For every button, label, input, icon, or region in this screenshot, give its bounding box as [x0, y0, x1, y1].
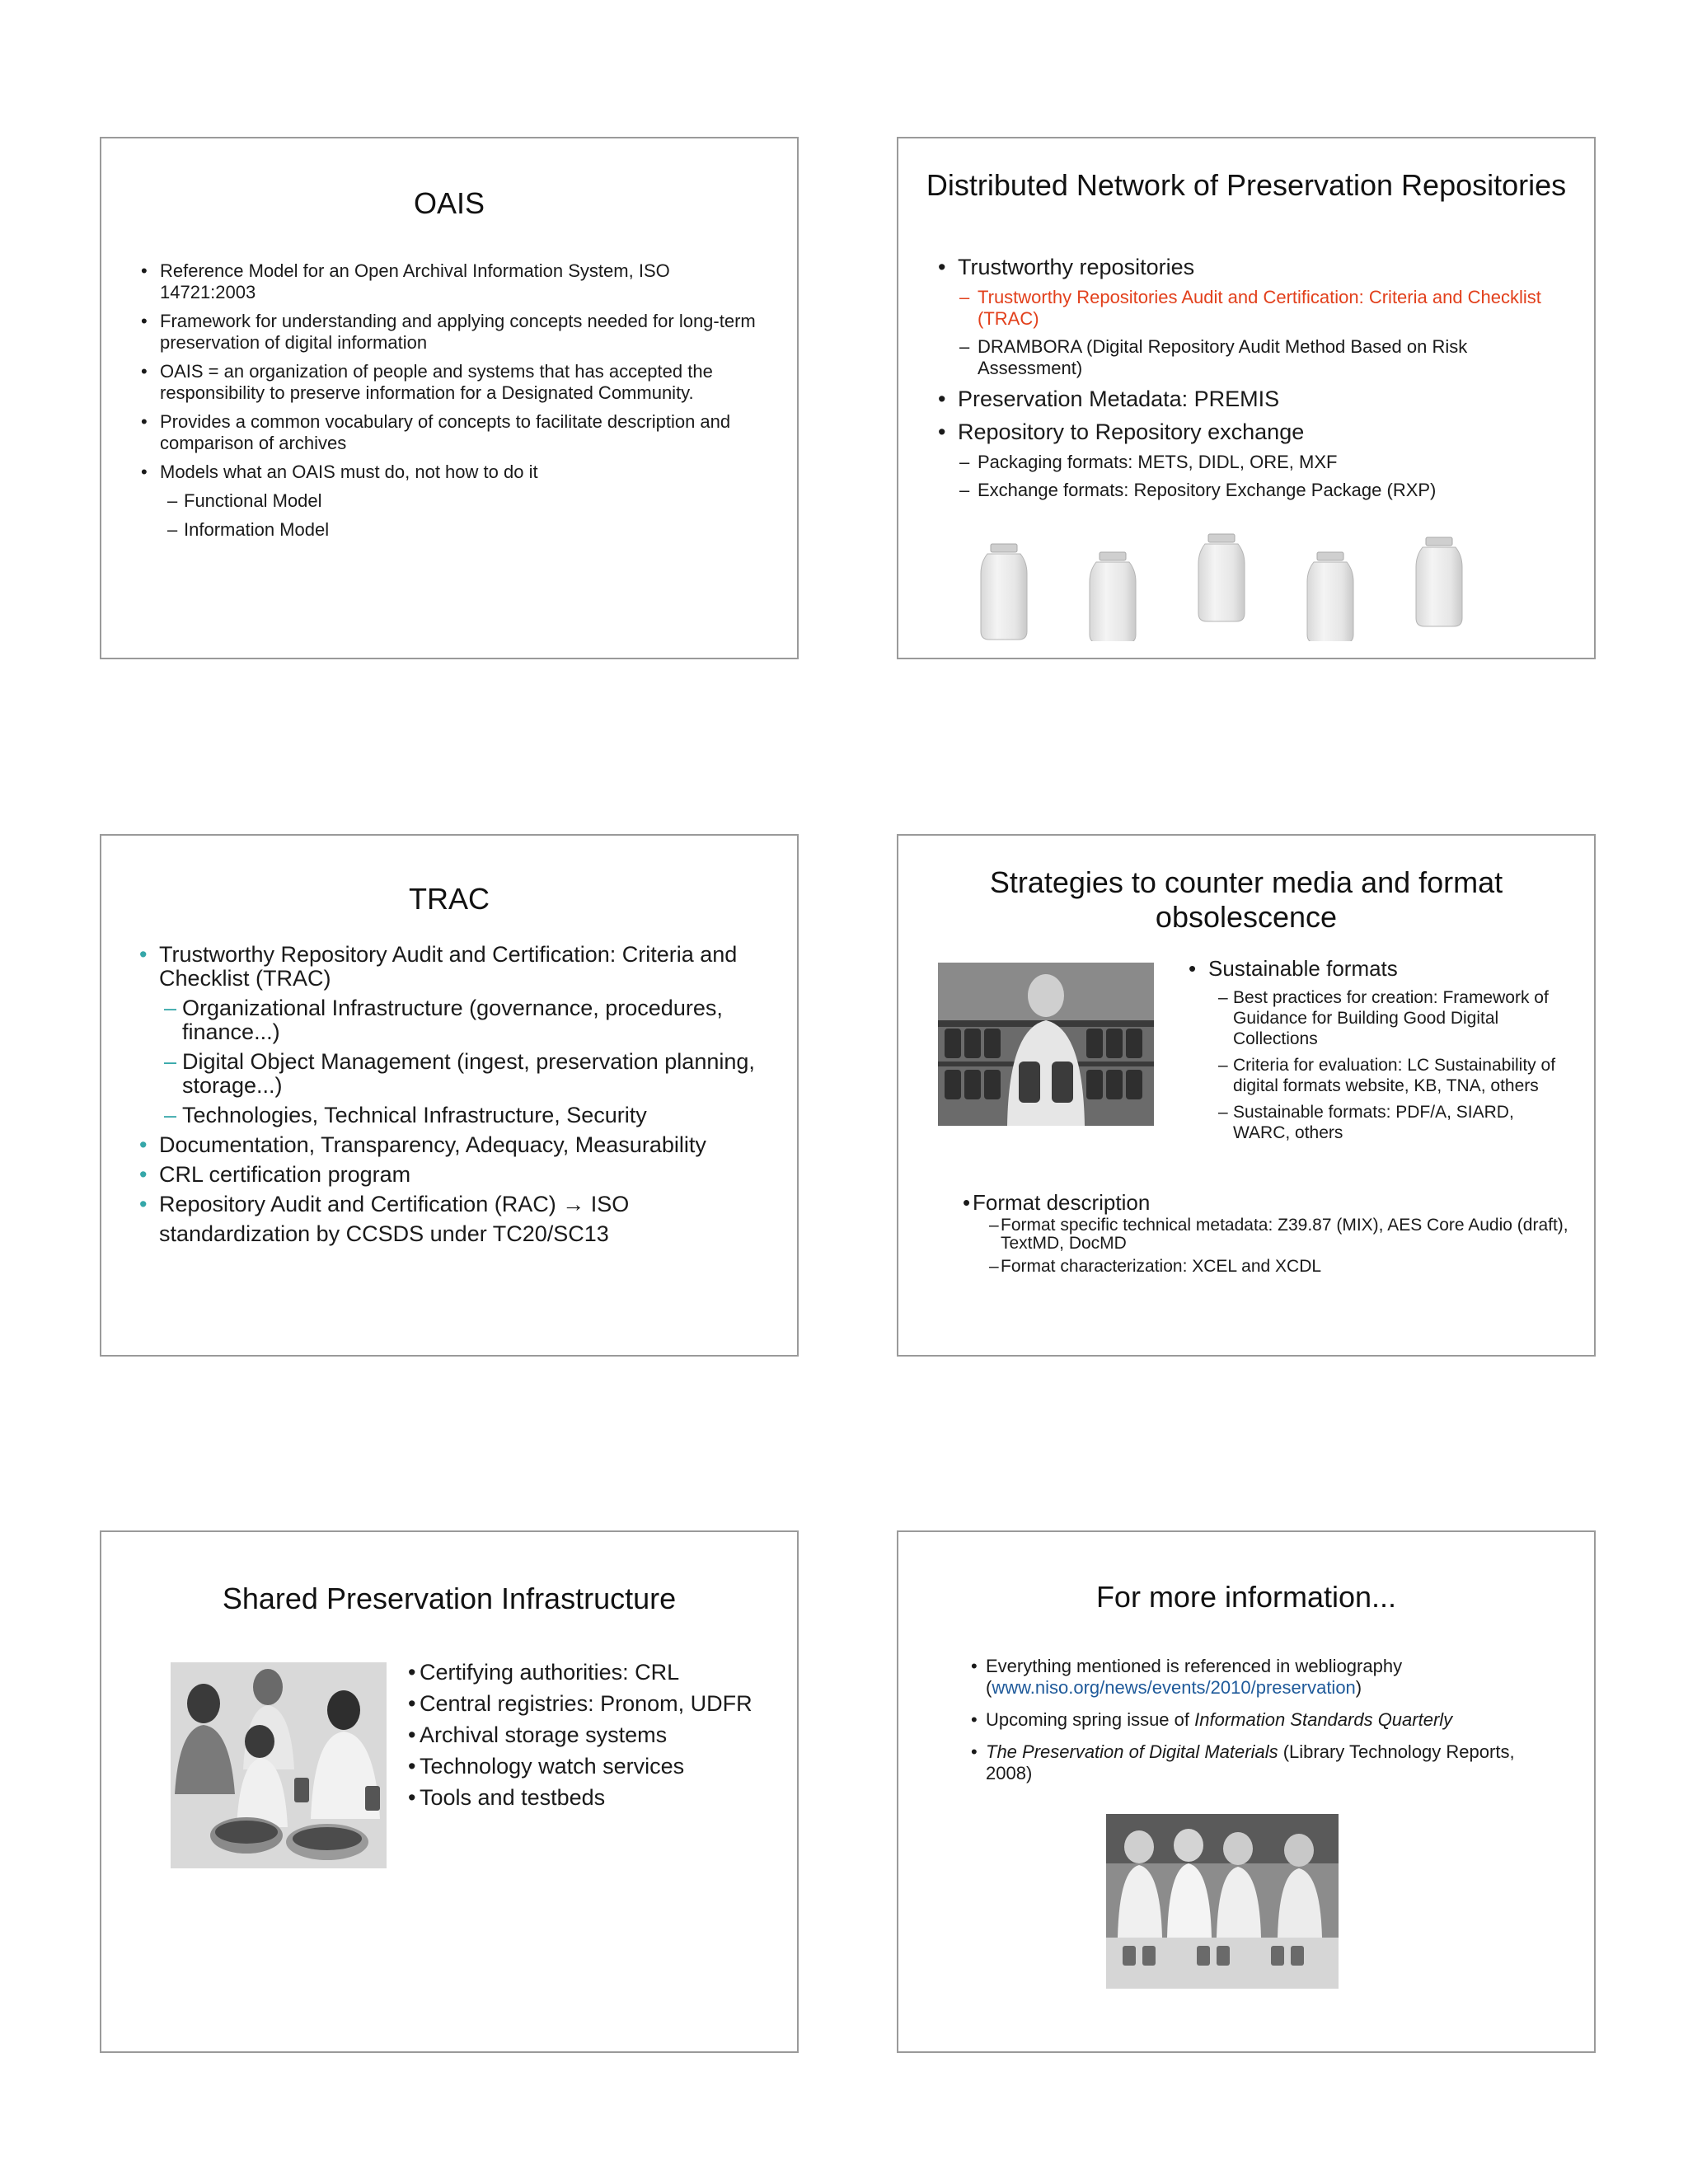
bullet: • Trustworthy Repository Audit and Certification: Criteria and Checklist (TRAC) [139, 943, 782, 991]
bullet-continuation: standardization by CCSDS under TC20/SC13 [159, 1221, 609, 1246]
sub-bullet: – Functional Model [141, 490, 767, 512]
bullet-isq [971, 1709, 1548, 1731]
bullet: • Tools and testbeds [408, 1785, 771, 1811]
bullet: • Sustainable formats [1189, 956, 1568, 981]
bullet-text: Everything mentioned is referenced in webliography ( [986, 1656, 1403, 1698]
bullet-list [971, 1656, 1548, 1795]
bullet: • Repository to Repository exchange [938, 419, 1564, 445]
slide-title: Strategies to counter media and format obsolescence [989, 865, 1503, 934]
bullet-list [141, 260, 767, 548]
sub-bullet: – DRAMBORA (Digital Repository Audit Method Based on Risk Assessment) [938, 336, 1564, 379]
jars-illustration [964, 526, 1541, 641]
slide-title: TRAC [409, 882, 490, 916]
bullet: • Preservation Metadata: PREMIS [938, 386, 1564, 412]
sub-bullet: – Information Model [141, 519, 767, 541]
bullet: • Repository Audit and Certification (RAC) → ISO [139, 1193, 782, 1216]
sub-bullet: – Technologies, Technical Infrastructure, Security [139, 1104, 782, 1127]
bullet-text: Upcoming spring issue of [986, 1709, 1195, 1730]
bullet: • Central registries: Pronom, UDFR [408, 1691, 771, 1717]
bullet: • Certifying authorities: CRL [408, 1660, 771, 1685]
bullet: • Framework for understanding and applying concepts needed for long-term preservation of digital information [141, 311, 767, 354]
jar-icon [981, 544, 1027, 640]
bullet: • Technology watch services [408, 1754, 771, 1779]
bullet-list [139, 943, 782, 1246]
bullet: • Archival storage systems [408, 1722, 771, 1748]
slide-shared-infrastructure [100, 1530, 799, 2053]
bullet-list [1189, 956, 1568, 1149]
bullet-list [963, 1190, 1573, 1281]
publication-title: Information Standards Quarterly [1194, 1709, 1453, 1730]
slide-title: For more information... [1095, 1580, 1397, 1614]
bullet: • OAIS = an organization of people and systems that has accepted the responsibility to preserve information for a Designated Community. [141, 361, 767, 404]
jar-icon [1198, 534, 1245, 621]
bullet: • Reference Model for an Open Archival Information System, ISO 14721:2003 [141, 260, 767, 303]
slide-title: Distributed Network of Preservation Repositories [926, 168, 1567, 202]
bullet-text: ) [1355, 1677, 1362, 1698]
sub-bullet: – Best practices for creation: Framework of Guidance for Building Good Digital Collections [1189, 987, 1568, 1049]
bullet: • Documentation, Transparency, Adequacy, Measurability [139, 1133, 782, 1157]
slide-oais [100, 137, 799, 659]
bullet: • Format description [963, 1190, 1573, 1215]
women-with-jars-photo [1106, 1814, 1339, 1989]
sub-bullet: – Criteria for evaluation: LC Sustainability of digital formats website, KB, TNA, others [1189, 1055, 1568, 1096]
bullet-list [408, 1660, 771, 1816]
jar-icon [1416, 537, 1462, 626]
sub-bullet: – Format characterization: XCEL and XCDL [963, 1258, 1573, 1276]
slide-title: Shared Preservation Infrastructure [222, 1582, 677, 1615]
sub-bullet: – Sustainable formats: PDF/A, SIARD, WARC, others [1189, 1102, 1568, 1143]
bullet-text: (Library Technology Reports, 2008) [986, 1741, 1515, 1783]
slide-more-information [897, 1530, 1596, 2053]
slide-strategies [897, 834, 1596, 1357]
slide-trac [100, 834, 799, 1357]
publication-title: The Preservation of Digital Materials [986, 1741, 1278, 1762]
bullet-list [938, 254, 1564, 508]
slide-distributed-network [897, 137, 1596, 659]
sub-bullet: – Packaging formats: METS, DIDL, ORE, MXF [938, 452, 1564, 473]
sub-bullet: – Exchange formats: Repository Exchange Package (RXP) [938, 480, 1564, 501]
sub-bullet: – Format specific technical metadata: Z39.87 (MIX), AES Core Audio (draft), TextMD, DocMD [963, 1216, 1573, 1253]
woman-with-jars-photo [938, 963, 1154, 1126]
sub-bullet-highlight: – Trustworthy Repositories Audit and Certification: Criteria and Checklist (TRAC) [938, 287, 1564, 330]
bullet-webliography [971, 1656, 1548, 1699]
jar-icon [1307, 552, 1353, 641]
women-canning-photo [171, 1662, 387, 1868]
sub-bullet: – Digital Object Management (ingest, preservation planning, storage...) [139, 1050, 782, 1098]
bullet-ltr [971, 1741, 1548, 1784]
webliography-link[interactable]: www.niso.org/news/events/2010/preservation [992, 1677, 1356, 1698]
slide-title: OAIS [413, 186, 485, 220]
jar-icon [1090, 552, 1136, 641]
bullet: • Models what an OAIS must do, not how to do it [141, 462, 767, 483]
sub-bullet: – Organizational Infrastructure (governance, procedures, finance...) [139, 996, 782, 1044]
bullet: • Trustworthy repositories [938, 254, 1564, 280]
bullet: • Provides a common vocabulary of concepts to facilitate description and comparison of archives [141, 411, 767, 454]
bullet: • CRL certification program [139, 1163, 782, 1187]
